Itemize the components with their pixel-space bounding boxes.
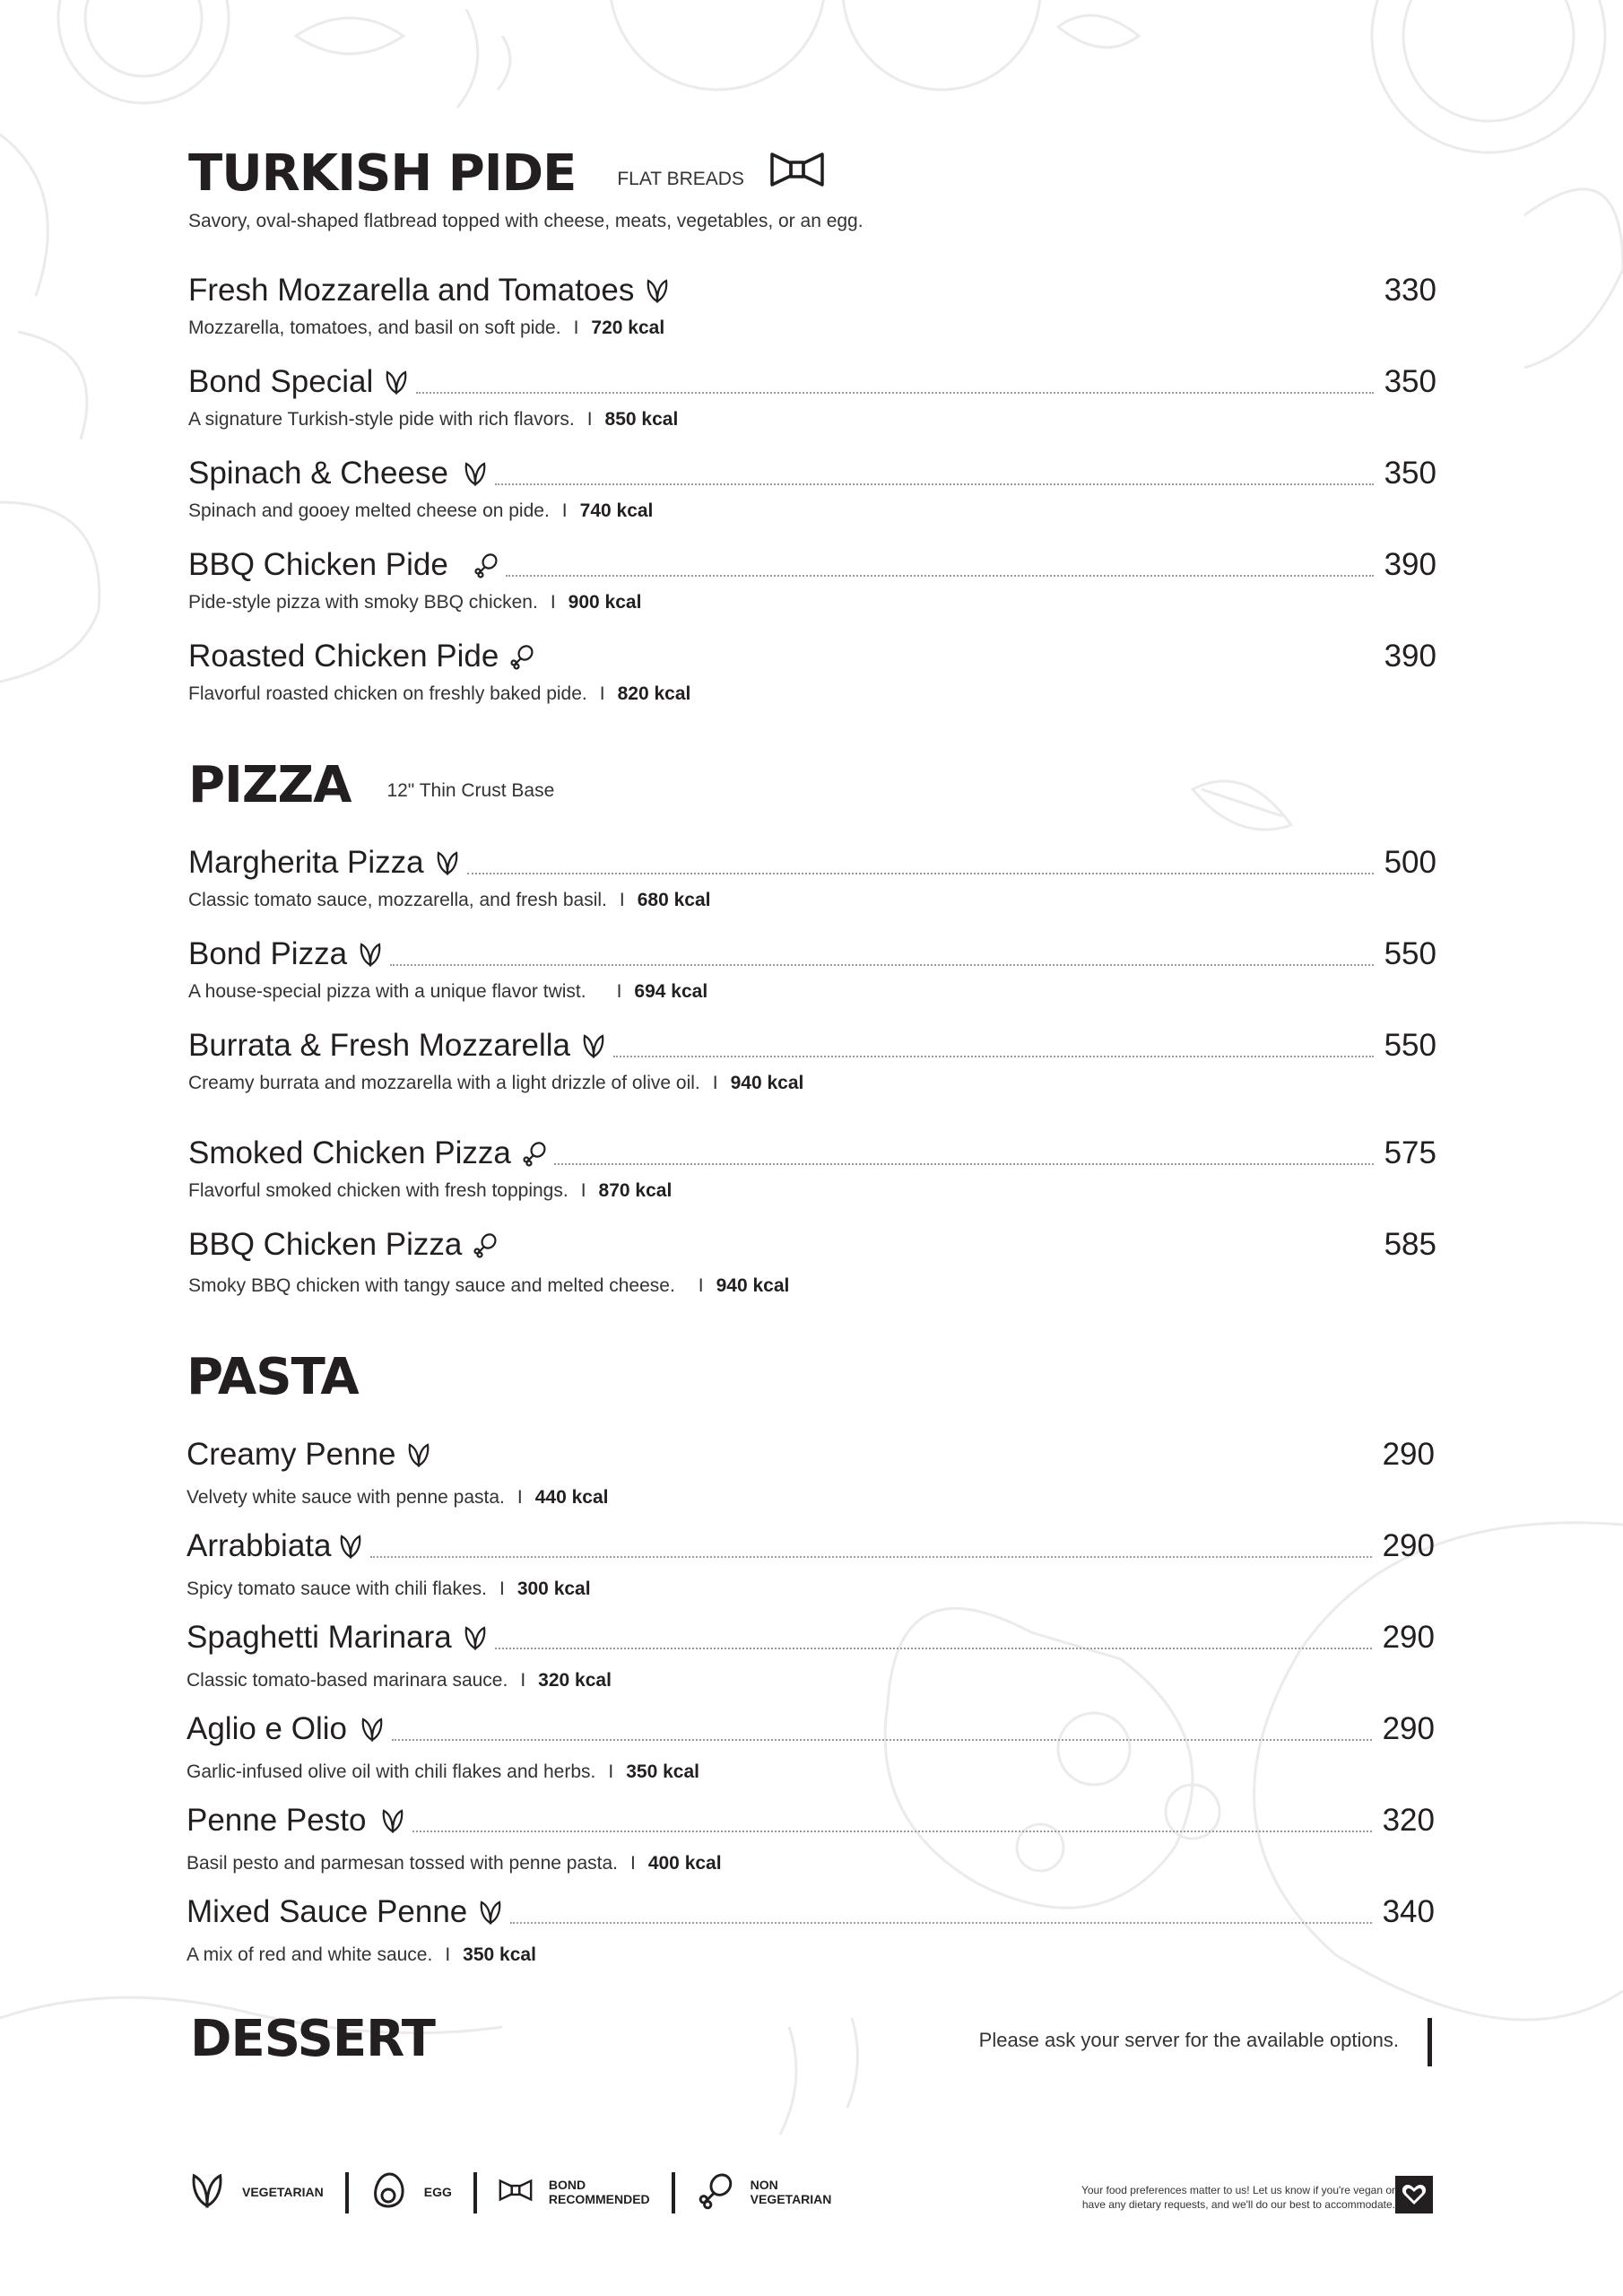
item-kcal: 680 kcal bbox=[637, 890, 711, 910]
item-name: Arrabbiata bbox=[187, 1528, 332, 1563]
item-kcal: 320 kcal bbox=[538, 1670, 612, 1691]
section-title-pasta: PASTA bbox=[187, 1348, 359, 1406]
item-description: Spicy tomato sauce with chili flakes. bbox=[187, 1578, 487, 1599]
legend-label-line2: RECOMMENDED bbox=[548, 2191, 650, 2206]
item-price: 340 bbox=[1382, 1894, 1435, 1929]
legend-divider bbox=[672, 2172, 675, 2213]
drumstick-icon bbox=[473, 552, 499, 578]
menu-item bbox=[187, 1801, 1435, 1874]
kcal-separator: I bbox=[445, 1944, 451, 1965]
menu-item bbox=[187, 1892, 1435, 1966]
section-header-pasta bbox=[187, 1348, 359, 1406]
legend-label: EGG bbox=[423, 2184, 452, 2199]
kcal-separator: I bbox=[573, 317, 579, 338]
item-price: 290 bbox=[1382, 1620, 1435, 1655]
legend-label: VEGETARIAN bbox=[242, 2184, 324, 2199]
item-name: Roasted Chicken Pide bbox=[188, 639, 499, 674]
item-kcal: 300 kcal bbox=[516, 1578, 591, 1599]
menu-item bbox=[188, 1026, 1436, 1094]
item-name: Penne Pesto bbox=[187, 1803, 367, 1838]
section-title-pide: TURKISH PIDE bbox=[188, 144, 577, 203]
kcal-separator: I bbox=[520, 1670, 526, 1691]
kcal-separator: I bbox=[616, 981, 622, 1002]
legend-egg bbox=[370, 2170, 452, 2214]
legend-label-line1: NON bbox=[750, 2178, 778, 2193]
legend-non-vegetarian bbox=[697, 2170, 832, 2214]
item-kcal: 694 kcal bbox=[634, 981, 708, 1002]
item-kcal: 740 kcal bbox=[579, 500, 654, 521]
item-price: 290 bbox=[1382, 1437, 1435, 1472]
legend-label-line1: BOND bbox=[548, 2178, 586, 2193]
item-description: Mozzarella, tomatoes, and basil on soft pide. bbox=[188, 317, 561, 338]
item-kcal: 400 kcal bbox=[647, 1853, 722, 1874]
item-price: 330 bbox=[1384, 273, 1436, 308]
menu-item bbox=[188, 637, 1436, 705]
leaf-icon bbox=[463, 460, 488, 487]
item-name: Spinach & Cheese bbox=[188, 456, 448, 491]
item-kcal: 820 kcal bbox=[617, 683, 691, 704]
item-name: Aglio e Olio bbox=[187, 1711, 347, 1746]
item-price: 575 bbox=[1384, 1135, 1436, 1170]
leaf-icon bbox=[581, 1032, 606, 1059]
menu-item bbox=[188, 271, 1436, 339]
leaf-icon bbox=[478, 1899, 503, 1926]
item-price: 350 bbox=[1384, 364, 1436, 399]
item-description: Velvety white sauce with penne pasta. bbox=[187, 1487, 505, 1508]
item-price: 320 bbox=[1382, 1803, 1435, 1838]
bond-recommended-icon bbox=[769, 151, 825, 193]
legend-divider bbox=[345, 2172, 349, 2213]
drumstick-icon bbox=[509, 643, 534, 670]
egg-icon bbox=[370, 2170, 408, 2214]
item-description: Spinach and gooey melted cheese on pide. bbox=[188, 500, 550, 521]
kcal-separator: I bbox=[499, 1578, 505, 1599]
item-name: Burrata & Fresh Mozzarella bbox=[188, 1028, 570, 1063]
drumstick-icon bbox=[473, 1231, 498, 1258]
menu-item bbox=[187, 1709, 1435, 1783]
item-description: A house-special pizza with a unique flavor twist. bbox=[188, 981, 586, 1002]
item-kcal: 900 kcal bbox=[568, 592, 642, 613]
dietary-footnote bbox=[1019, 2183, 1395, 2212]
item-kcal: 350 kcal bbox=[626, 1761, 699, 1782]
item-description: Creamy burrata and mozzarella with a light drizzle of olive oil. bbox=[188, 1073, 700, 1093]
drumstick-icon bbox=[697, 2170, 734, 2214]
item-kcal: 440 kcal bbox=[534, 1487, 609, 1508]
section-title-pizza: PIZZA bbox=[188, 756, 352, 814]
legend-label-line2: VEGETARIAN bbox=[750, 2191, 832, 2206]
menu-item bbox=[188, 1225, 1436, 1297]
item-name: Margherita Pizza bbox=[188, 845, 424, 880]
leaf-icon bbox=[645, 277, 670, 304]
legend-vegetarian bbox=[188, 2170, 324, 2214]
kcal-separator: I bbox=[599, 683, 605, 704]
menu-item bbox=[188, 935, 1436, 1003]
item-description: A mix of red and white sauce. bbox=[187, 1944, 433, 1965]
item-name: Bond Special bbox=[188, 364, 374, 399]
item-price: 585 bbox=[1384, 1227, 1436, 1262]
item-description: Basil pesto and parmesan tossed with penne pasta. bbox=[187, 1853, 618, 1874]
dessert-note: Please ask your server for the available options. bbox=[978, 2029, 1399, 2051]
item-description: Classic tomato sauce, mozzarella, and fresh basil. bbox=[188, 890, 607, 910]
menu-item bbox=[187, 1618, 1435, 1692]
menu-item bbox=[188, 545, 1436, 613]
dietary-legend bbox=[188, 2170, 831, 2214]
leaf-icon bbox=[358, 941, 383, 968]
item-name: Creamy Penne bbox=[187, 1437, 396, 1472]
kcal-separator: I bbox=[580, 1180, 586, 1201]
item-description: Flavorful roasted chicken on freshly baked pide. bbox=[188, 683, 587, 704]
section-title-dessert: DESSERT bbox=[190, 2010, 435, 2068]
item-price: 390 bbox=[1384, 639, 1436, 674]
leaf-icon bbox=[406, 1441, 431, 1468]
item-name: Smoked Chicken Pizza bbox=[188, 1135, 511, 1170]
item-name: BBQ Chicken Pide bbox=[188, 547, 448, 582]
menu-item bbox=[188, 362, 1436, 430]
item-name: Spaghetti Marinara bbox=[187, 1620, 452, 1655]
item-price: 550 bbox=[1384, 1028, 1436, 1063]
menu-item bbox=[187, 1526, 1435, 1600]
kcal-separator: I bbox=[608, 1761, 614, 1782]
item-name: Fresh Mozzarella and Tomatoes bbox=[188, 273, 635, 308]
item-price: 500 bbox=[1384, 845, 1436, 880]
item-kcal: 940 kcal bbox=[730, 1073, 804, 1093]
leaf-icon bbox=[384, 369, 409, 396]
item-description: A signature Turkish-style pide with rich flavors. bbox=[188, 409, 575, 430]
item-kcal: 350 kcal bbox=[463, 1944, 536, 1965]
legend-label bbox=[751, 2179, 832, 2206]
item-description: Garlic-infused olive oil with chili flakes and herbs. bbox=[187, 1761, 596, 1782]
item-kcal: 870 kcal bbox=[598, 1180, 673, 1201]
menu-item bbox=[188, 454, 1436, 522]
leaf-icon bbox=[463, 1624, 488, 1651]
item-kcal: 940 kcal bbox=[716, 1275, 790, 1296]
item-kcal: 720 kcal bbox=[591, 317, 665, 338]
menu-item bbox=[188, 843, 1436, 911]
section-subtitle-pizza: 12" Thin Crust Base bbox=[386, 780, 555, 801]
item-description: Pide-style pizza with smoky BBQ chicken. bbox=[188, 592, 538, 613]
item-price: 290 bbox=[1382, 1711, 1435, 1746]
kcal-separator: I bbox=[712, 1073, 718, 1093]
drumstick-icon bbox=[522, 1140, 547, 1167]
section-description-pide: Savory, oval-shaped flatbread topped with cheese, meats, vegetables, or an egg. bbox=[188, 211, 864, 231]
item-price: 550 bbox=[1384, 936, 1436, 971]
item-price: 390 bbox=[1384, 547, 1436, 582]
item-description: Classic tomato-based marinara sauce. bbox=[187, 1670, 508, 1691]
item-price: 290 bbox=[1382, 1528, 1435, 1563]
leaf-icon bbox=[435, 849, 460, 876]
bond-recommended-icon bbox=[499, 2178, 533, 2207]
leaf-icon bbox=[380, 1807, 405, 1834]
kcal-separator: I bbox=[698, 1275, 704, 1296]
section-header-pide bbox=[188, 144, 825, 203]
item-price: 350 bbox=[1384, 456, 1436, 491]
kcal-separator: I bbox=[550, 592, 556, 613]
item-description: Flavorful smoked chicken with fresh toppings. bbox=[188, 1180, 568, 1201]
kcal-separator: I bbox=[561, 500, 568, 521]
heart-icon bbox=[1395, 2176, 1433, 2213]
item-name: Mixed Sauce Penne bbox=[187, 1894, 468, 1929]
section-header-dessert bbox=[190, 2010, 435, 2068]
kcal-separator: I bbox=[629, 1853, 636, 1874]
footnote-line2: have any dietary requests, and we'll do our best to accommodate. bbox=[1081, 2198, 1395, 2212]
kcal-separator: I bbox=[516, 1487, 523, 1508]
kcal-separator: I bbox=[619, 890, 625, 910]
leaf-icon bbox=[360, 1716, 385, 1743]
legend-divider bbox=[473, 2172, 477, 2213]
menu-item bbox=[188, 1134, 1436, 1202]
legend-bond-recommended bbox=[499, 2178, 650, 2207]
section-header-pizza bbox=[188, 756, 555, 814]
section-subtitle-pide: FLAT BREADS bbox=[617, 169, 744, 189]
divider-bar bbox=[1428, 2018, 1432, 2066]
item-name: BBQ Chicken Pizza bbox=[188, 1227, 463, 1262]
footnote-line1: Your food preferences matter to us! Let us know if you're vegan or bbox=[1081, 2184, 1395, 2196]
menu-item bbox=[187, 1435, 1435, 1509]
kcal-separator: I bbox=[586, 409, 593, 430]
leaf-icon bbox=[188, 2170, 226, 2214]
leaf-icon bbox=[338, 1533, 363, 1560]
legend-label bbox=[549, 2179, 650, 2206]
item-kcal: 850 kcal bbox=[604, 409, 679, 430]
item-description: Smoky BBQ chicken with tangy sauce and melted cheese. bbox=[188, 1275, 675, 1296]
item-name: Bond Pizza bbox=[188, 936, 348, 971]
